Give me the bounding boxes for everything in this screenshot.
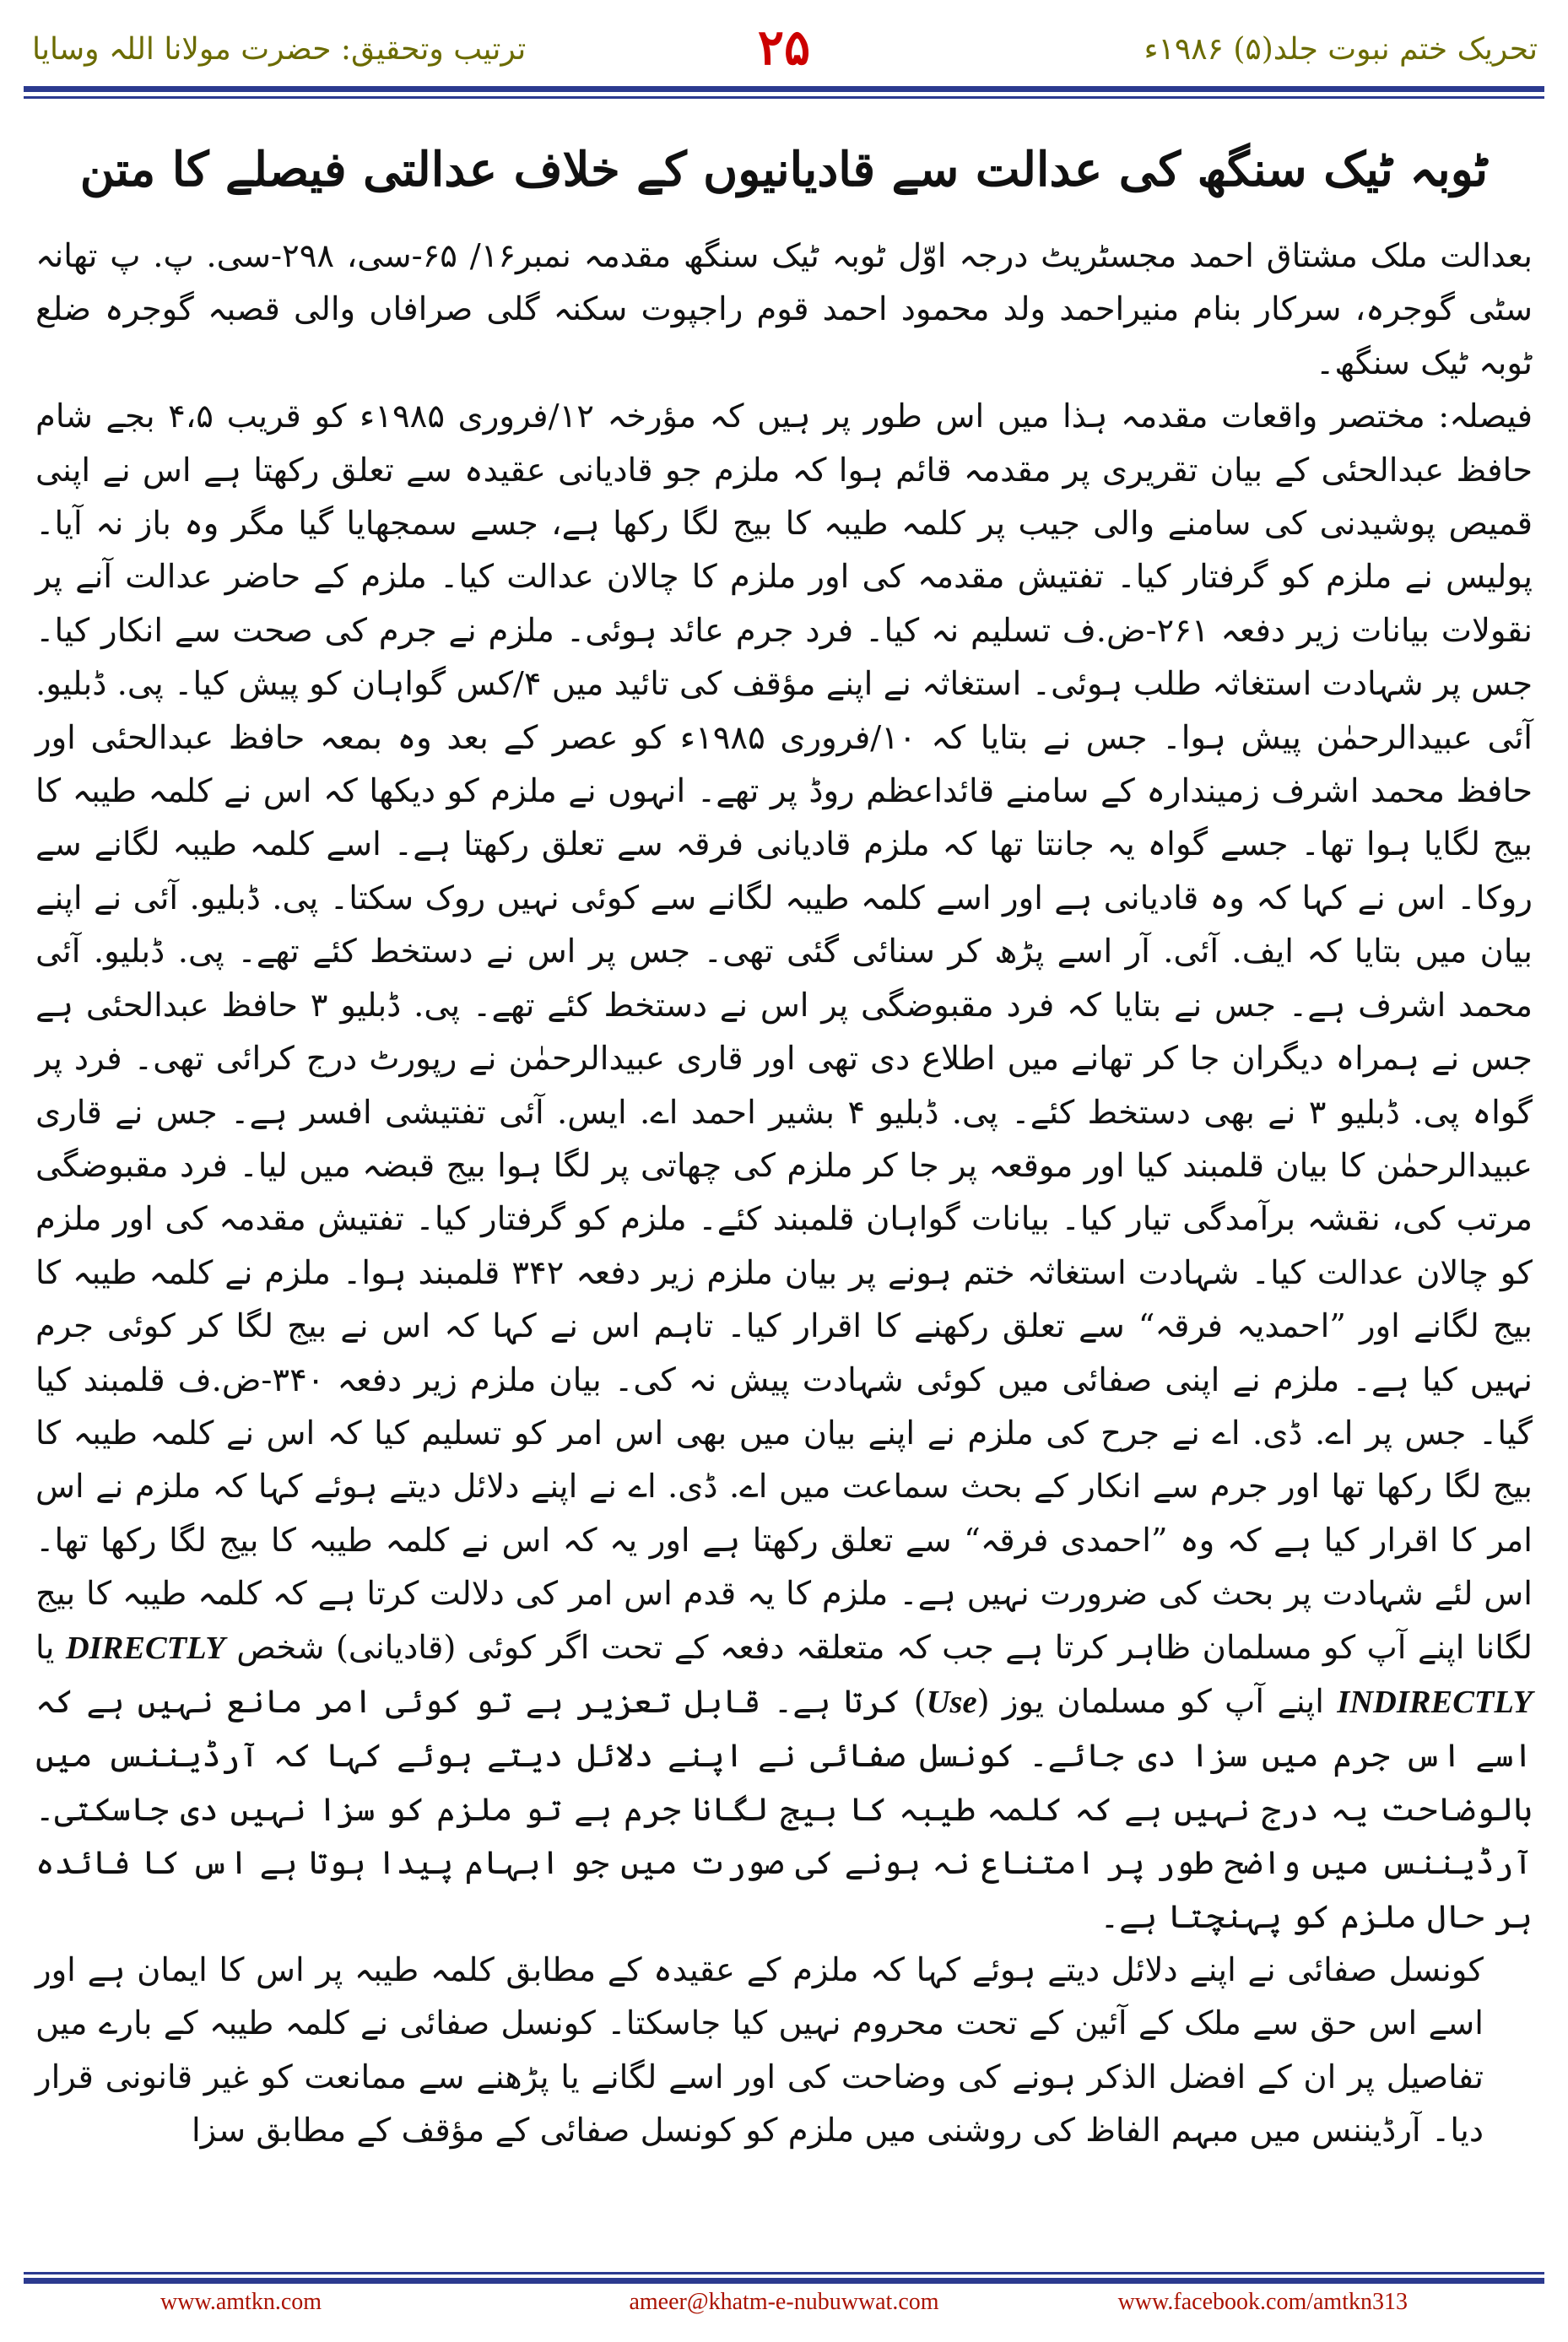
header-book-title: تحریک ختم نبوت جلد(۵) ۱۹۸۶ء	[1144, 32, 1538, 67]
footer-rule-thin	[24, 2272, 1544, 2274]
footer-email-link[interactable]: ameer@khatm-e-nubuwwat.com	[629, 2289, 939, 2315]
latin-word-directly: DIRECTLY	[65, 1630, 225, 1666]
header-rule-thin	[24, 96, 1544, 99]
judgement-text-d: ) کرتا ہے۔ قابل تعزیر ہے تو کوئی امر مانع نہیں ہے کہ اسے اس جرم میں سزا دی جائے۔ کونسل صفائی نے اپنے دلائل دیتے ہوئے کہا کہ آرڈیننس میں بالوضاحت یہ درج نہیں ہے کہ کلمہ طیبہ کا بیج لگانا جرم ہے تو ملزم کو سزا نہیں دی جاسکتی۔ آرڈیننس میں واضح طور پر امتناع نہ ہونے کی صورت میں جو ابہام پیدا ہوتا ہے اس کا فائدہ ہر حال ملزم کو پہنچتا ہے۔	[35, 1682, 1533, 1936]
judgement-text-c: اپنے آپ کو مسلمان یوز (	[976, 1682, 1324, 1721]
page-number: ۲۵	[757, 19, 811, 76]
page-footer	[0, 2289, 1568, 2326]
article-title: ٹوبہ ٹیک سنگھ کی عدالت سے قادیانیوں کے خلاف عدالتی فیصلے کا متن	[79, 142, 1489, 197]
judgement-paragraph	[35, 390, 1533, 1944]
footer-facebook-link[interactable]: www.facebook.com/amtkn313	[1117, 2289, 1408, 2315]
judgement-lead: فیصلہ: مختصر واقعات مقدمہ ہذا میں اس طور پر ہیں کہ مؤرخہ ۱۲/فروری ۱۹۸۵ء کو قریب ۴،۵ بجے شام حافظ عبدالحئی کے بیان	[35, 398, 1533, 489]
judgement-text-b: یا	[35, 1628, 55, 1667]
header-rule-thick	[24, 86, 1544, 92]
header-compiler-credit: ترتیب وتحقیق: حضرت مولانا اللہ وسایا	[32, 32, 527, 67]
page-header	[24, 8, 1544, 86]
judgement-text: تقریری پر مقدمہ قائم ہوا کہ ملزم جو قادیانی عقیدہ سے تعلق رکھتا ہے اس نے اپنی قمیص پوشیدنی کی سامنے والی جیب پر کلمہ طیبہ کا بیج لگا رکھا ہے، جسے سمجھایا گیا مگر وہ باز نہ آیا۔ پولیس نے ملزم کو گرفتار کیا۔ تفتیش مقدمہ کی اور ملزم کا چالان عدالت کیا۔ ملزم کے حاضر عدالت آنے پر نقولات بیانات زیر دفعہ ۲۶۱-ض.ف تسلیم نہ کیا۔ فرد جرم عائد ہوئی۔ ملزم نے جرم کی صحت سے انکار کیا۔ جس پر شہادت استغاثہ طلب ہوئی۔ استغاثہ نے اپنے مؤقف کی تائید میں ۴/کس گواہان کو پیش کیا۔ پی. ڈبلیو. آئی عبیدالرحمٰن پیش ہوا۔ جس نے بتایا کہ ۱۰/فروری ۱۹۸۵ء کو عصر کے بعد وہ بمعہ حافظ عبدالحئی اور حافظ محمد اشرف زمیندارہ کے سامنے قائداعظم روڈ پر تھے۔ انہوں نے ملزم کو دیکھا کہ اس نے کلمہ طیبہ کا بیج لگایا ہوا تھا۔ جسے گواہ یہ جانتا تھا کہ ملزم قادیانی فرقہ سے تعلق رکھتا ہے۔ اسے کلمہ طیبہ لگانے سے روکا۔ اس نے کہا کہ وہ قادیانی ہے اور اسے کلمہ طیبہ لگانے سے کوئی نہیں روک سکتا۔ پی. ڈبلیو. آئی نے اپنے بیان میں بتایا کہ ایف. آئی. آر اسے پڑھ کر سنائی گئی تھی۔ جس پر اس نے دستخط کئے تھے۔ پی. ڈبلیو. آئی محمد اشرف ہے۔ جس نے بتایا کہ فرد مقبوضگی پر اس نے دستخط کئے تھے۔ پی. ڈبلیو ۳ حافظ عبدالحئی ہے جس نے ہمراہ دیگران جا کر تھانے میں اطلاع دی تھی اور قاری عبیدالرحمٰن نے رپورٹ درج کرائی تھی۔ فرد پر گواہ پی. ڈبلیو ۳ نے بھی دستخط کئے۔ پی. ڈبلیو ۴ بشیر احمد اے. ایس. آئی تفتیشی افسر ہے۔ جس نے قاری عبیدالرحمٰن کا بیان قلمبند کیا اور موقعہ پر جا کر ملزم کی چھاتی پر لگا ہوا بیج قبضہ میں لیا۔ فرد مقبوضگی مرتب کی، نقشہ برآمدگی تیار کیا۔ بیانات گواہان قلمبند کئے۔ ملزم کو گرفتار کیا۔ تفتیش مقدمہ کی اور ملزم کو چالان عدالت کیا۔ شہادت استغاثہ ختم ہونے پر بیان ملزم زیر دفعہ ۳۴۲ قلمبند ہوا۔ ملزم نے کلمہ طیبہ کا بیج لگانے اور ”احمدیہ فرقہ“ سے تعلق رکھنے کا اقرار کیا۔ تاہم اس نے کہا کہ اس نے بیج لگا کر کوئی جرم نہیں کیا ہے۔ ملزم نے اپنی صفائی میں کوئی شہادت پیش نہ کی۔ بیان ملزم زیر دفعہ ۳۴۰-ض.ف قلمبند کیا گیا۔ جس پر اے. ڈی. اے نے جرح کی ملزم نے اپنے بیان میں بھی اس امر کو تسلیم کیا کہ اس نے کلمہ طیبہ کا بیج لگا رکھا تھا اور جرم سے انکار کے بحث سماعت میں اے. ڈی. اے نے اپنے دلائل دیتے ہوئے کہا کہ ملزم نے اس امر کا اقرار کیا ہے کہ وہ ”احمدی فرقہ“ سے تعلق رکھتا ہے اور یہ کہ اس نے کلمہ طیبہ کا بیج لگا رکھا تھا۔ اس لئے شہادت پر بحث کی ضرورت نہیں ہے۔ ملزم کا یہ قدم اس امر کی دلالت کرتا ہے کہ کلمہ طیبہ کا بیج لگانا اپنے آپ کو مسلمان ظاہر کرتا ہے جب کہ متعلقہ دفعہ کے تحت اگر کوئی (قادیانی) شخص	[35, 451, 1533, 1667]
latin-word-use: Use	[926, 1684, 977, 1720]
case-heading-paragraph: بعدالت ملک مشتاق احمد مجسٹریٹ درجہ اوّل ٹوبہ ٹیک سنگھ مقدمہ نمبر۱۶/ ۶۵-سی، ۲۹۸-سی. پ. پ تھانہ سٹی گوجرہ، سرکار بنام منیراحمد ولد محمود احمد قوم راجپوت سکنہ گلی صرافاں والی قصبہ گوجرہ ضلع ٹوبہ ٹیک سنگھ۔	[35, 237, 1533, 382]
footer-website-link[interactable]: www.amtkn.com	[160, 2289, 322, 2315]
defence-counsel-paragraph: کونسل صفائی نے اپنے دلائل دیتے ہوئے کہا کہ ملزم کے عقیدہ کے مطابق کلمہ طیبہ پر اس کا ایمان ہے اور اسے اس حق سے ملک کے آئین کے تحت محروم نہیں کیا جاسکتا۔ کونسل صفائی نے کلمہ طیبہ کے بارے میں تفاصیل پر ان کے افضل الذکر ہونے کی وضاحت کی اور اسے لگانے یا پڑھنے سے ممانعت کو غیر قانونی قرار دیا۔ آرڈیننس میں مبہم الفاظ کی روشنی میں ملزم کو کونسل صفائی کے مؤقف کے مطابق سزا	[35, 1951, 1484, 2150]
article-body	[35, 230, 1533, 2158]
latin-word-indirectly: INDIRECTLY	[1337, 1684, 1533, 1720]
footer-rule-thick	[24, 2278, 1544, 2284]
